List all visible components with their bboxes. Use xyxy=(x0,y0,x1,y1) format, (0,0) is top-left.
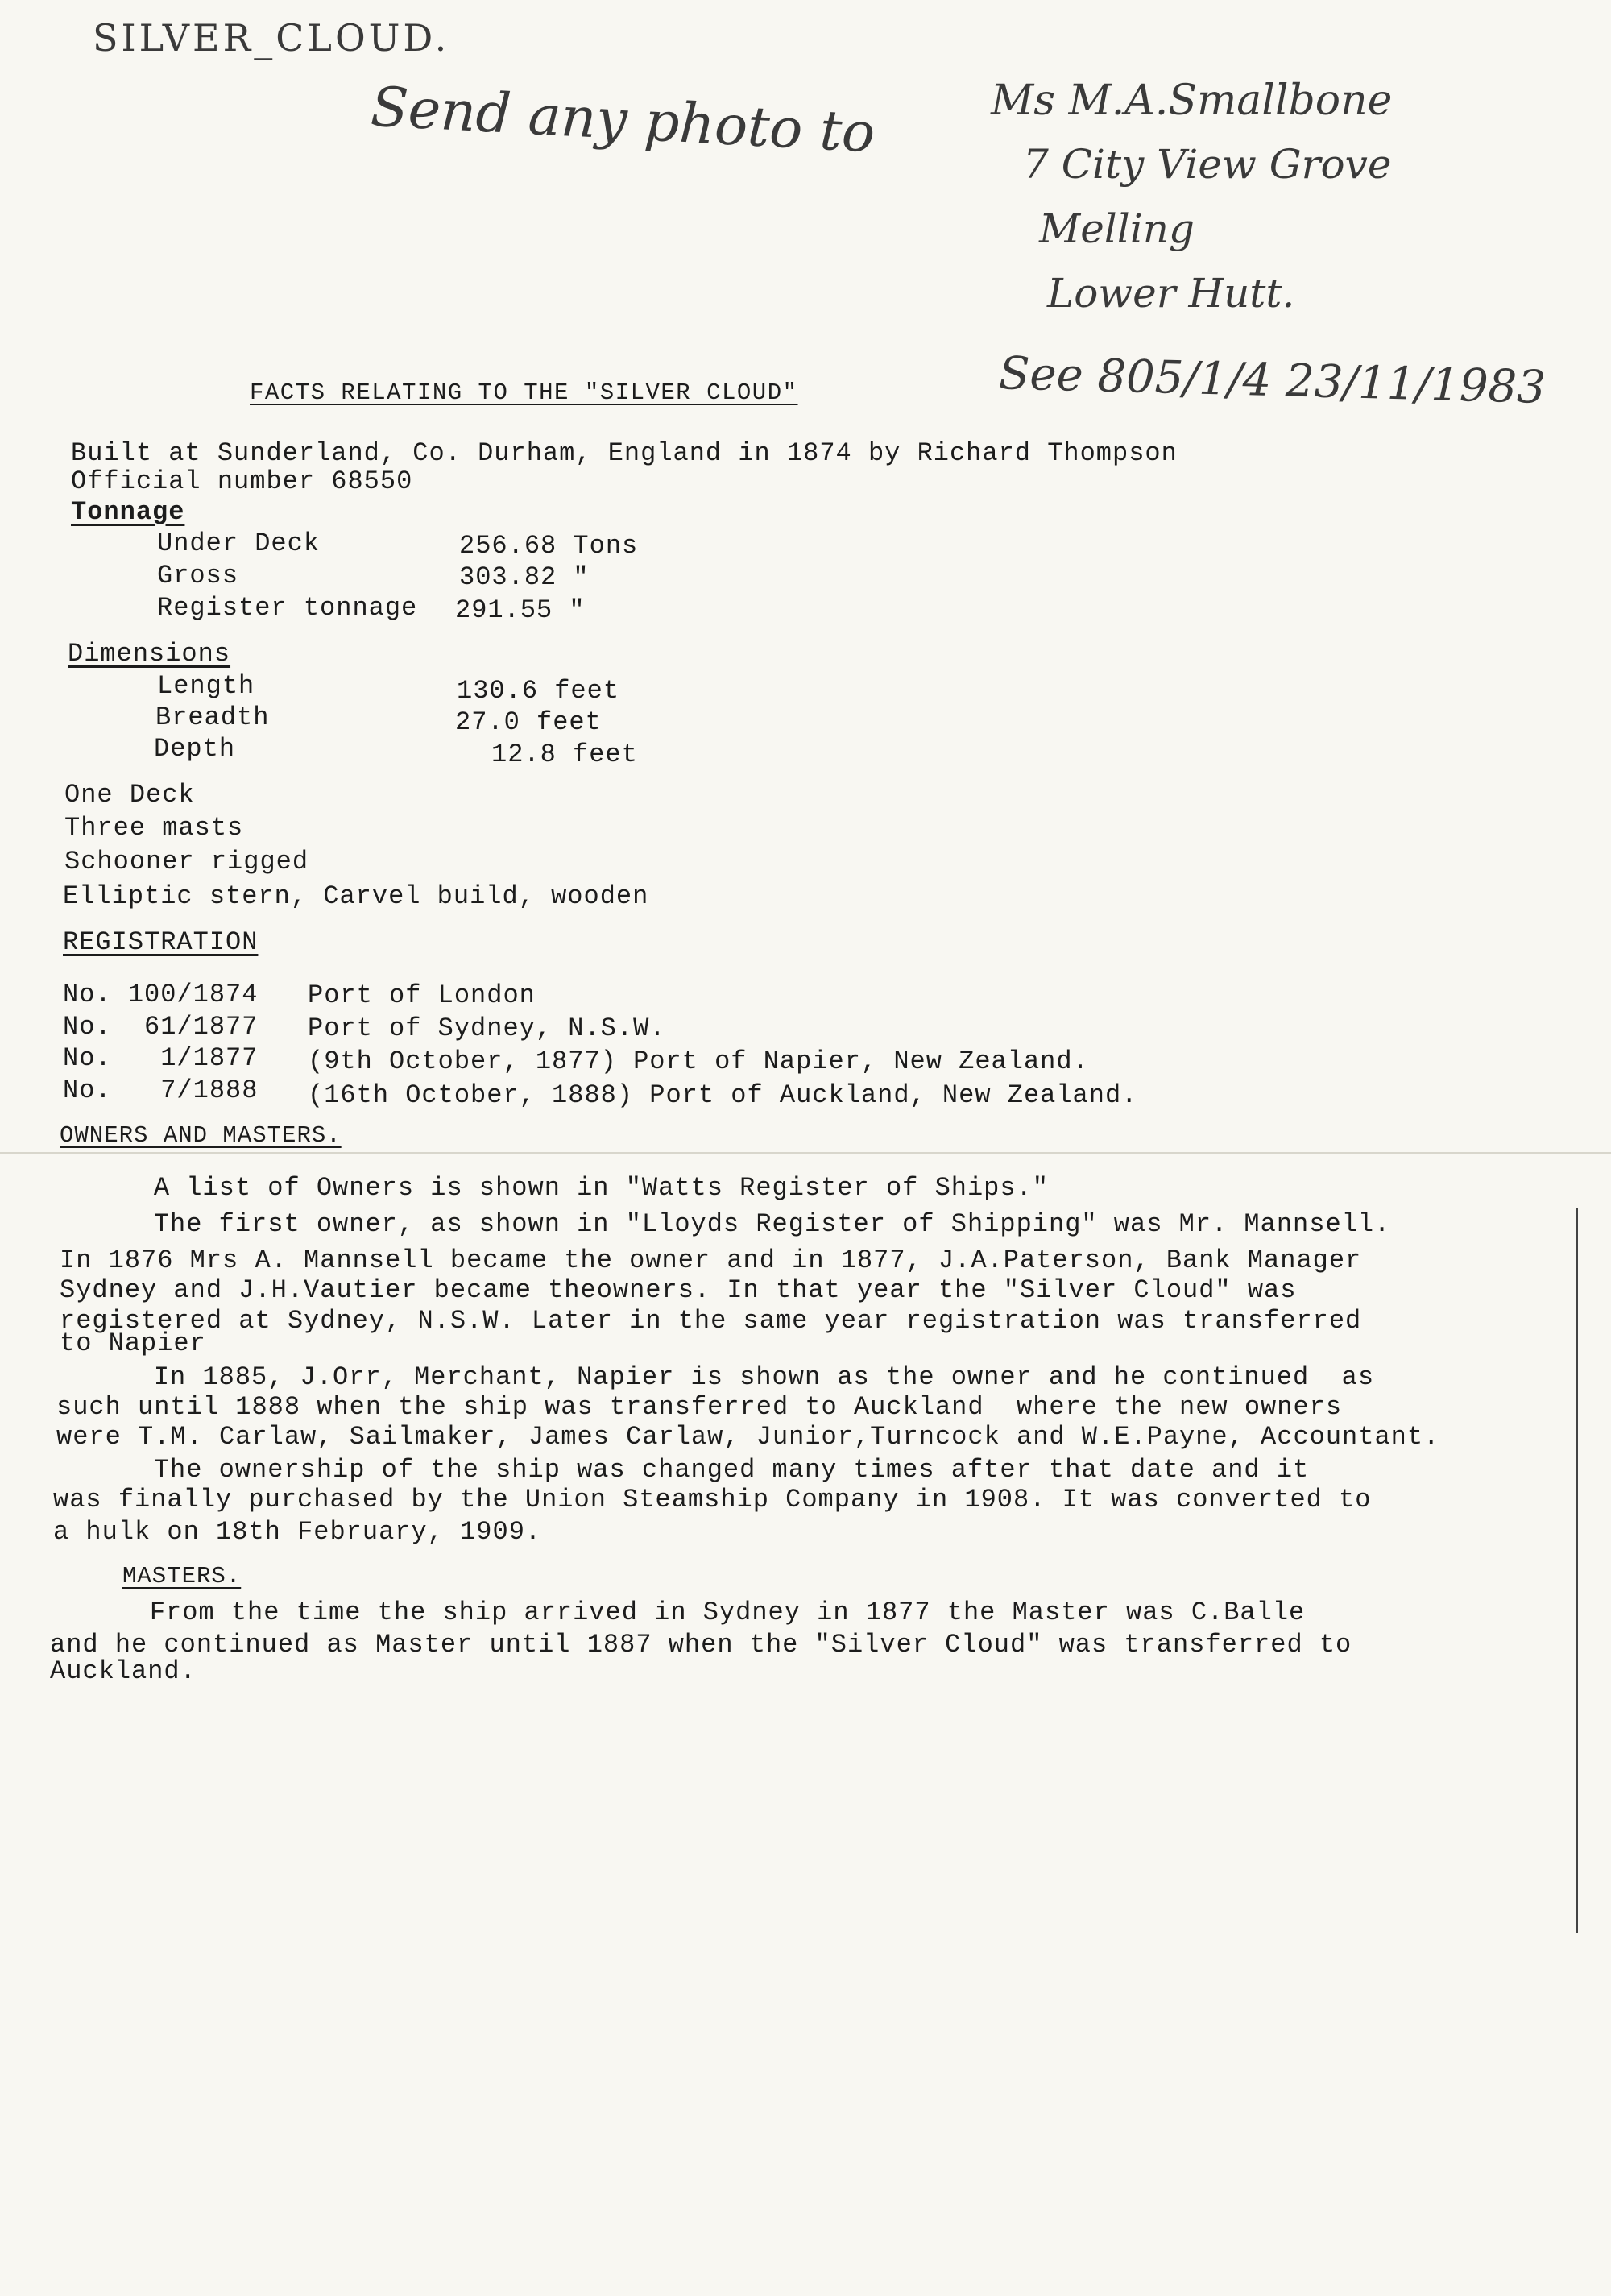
dimension-label: Breadth xyxy=(155,702,270,732)
registration-detail: Port of Sydney, N.S.W. xyxy=(308,1013,666,1043)
owners-line: registered at Sydney, N.S.W. Later in the same year registration was transferred xyxy=(60,1306,1362,1336)
dimension-value: 12.8 feet xyxy=(491,740,638,769)
tonnage-label: Under Deck xyxy=(157,528,321,558)
masters-line: From the time the ship arrived in Sydney in 1877 the Master was C.Balle xyxy=(85,1598,1306,1627)
owners-line: In 1876 Mrs A. Mannsell became the owner and in 1877, J.A.Paterson, Bank Manager xyxy=(60,1245,1362,1275)
handwritten-address-line-3: Melling xyxy=(1039,205,1195,252)
registration-number: No. 100/1874 xyxy=(63,980,259,1009)
owners-line: The first owner, as shown in "Lloyds Register of Shipping" was Mr. Mannsell. xyxy=(89,1209,1391,1239)
owners-line: The ownership of the ship was changed many times after that date and it xyxy=(89,1455,1310,1485)
tonnage-label: Gross xyxy=(157,561,239,591)
feature-line: Schooner rigged xyxy=(64,847,309,877)
tonnage-value: 291.55 " xyxy=(455,595,586,625)
margin-pen-line xyxy=(1576,1208,1578,1933)
handwritten-address-line-1: Ms M.A.Smallbone xyxy=(991,77,1393,125)
dimension-label: Length xyxy=(157,671,255,701)
tonnage-value: 256.68 Tons xyxy=(459,531,639,561)
owners-line: to Napier xyxy=(60,1328,206,1358)
handwritten-heading: SILVER_CLOUD. xyxy=(93,16,450,60)
masters-heading: MASTERS. xyxy=(122,1563,242,1589)
registration-heading: REGISTRATION xyxy=(63,927,259,957)
dimension-value: 27.0 feet xyxy=(455,707,602,737)
owners-line: A list of Owners is shown in "Watts Register of Ships." xyxy=(89,1173,1049,1203)
owners-line: were T.M. Carlaw, Sailmaker, James Carlaw, Junior,Turncock and W.E.Payne, Accountant. xyxy=(56,1422,1440,1452)
dimension-label: Depth xyxy=(154,734,236,764)
registration-detail: Port of London xyxy=(308,980,536,1010)
tonnage-label: Register tonnage xyxy=(157,593,418,623)
owners-line: was finally purchased by the Union Steamship Company in 1908. It was converted to xyxy=(53,1485,1372,1515)
dimensions-heading: Dimensions xyxy=(68,639,231,669)
feature-line: Three masts xyxy=(64,813,244,843)
tonnage-heading: Tonnage xyxy=(71,497,185,527)
registration-number: No. 61/1877 xyxy=(63,1012,259,1042)
dimension-value: 130.6 feet xyxy=(457,676,620,706)
handwritten-address-line-4: Lower Hutt. xyxy=(1047,270,1295,317)
feature-line: Elliptic stern, Carvel build, wooden xyxy=(63,881,649,911)
built-line: Built at Sunderland, Co. Durham, England in 1874 by Richard Thompson xyxy=(71,438,1178,468)
paper-fold-line xyxy=(0,1152,1611,1154)
feature-line: One Deck xyxy=(64,780,195,810)
registration-detail: (9th October, 1877) Port of Napier, New Zealand. xyxy=(308,1046,1089,1076)
owners-line: a hulk on 18th February, 1909. xyxy=(53,1517,542,1547)
owners-line: Sydney and J.H.Vautier became theowners. In that year the "Silver Cloud" was xyxy=(60,1275,1297,1305)
registration-number: No. 1/1877 xyxy=(63,1043,259,1073)
official-number: Official number 68550 xyxy=(71,466,413,496)
owners-line: such until 1888 when the ship was transferred to Auckland where the new owners xyxy=(56,1392,1343,1422)
document-title: FACTS RELATING TO THE "SILVER CLOUD" xyxy=(250,379,798,406)
registration-detail: (16th October, 1888) Port of Auckland, New Zealand. xyxy=(308,1080,1138,1110)
masters-line: and he continued as Master until 1887 when the "Silver Cloud" was transferred to xyxy=(50,1630,1352,1660)
handwritten-send-note: Send any photo to xyxy=(369,75,877,166)
owners-heading: OWNERS AND MASTERS. xyxy=(60,1122,342,1149)
owners-line: In 1885, J.Orr, Merchant, Napier is shown as the owner and he continued as xyxy=(89,1362,1375,1392)
handwritten-address-line-2: 7 City View Grove xyxy=(1023,141,1392,188)
masters-line: Auckland. xyxy=(50,1656,197,1686)
tonnage-value: 303.82 " xyxy=(459,562,590,592)
handwritten-reference: See 805/1/4 23/11/1983 xyxy=(998,347,1547,414)
registration-number: No. 7/1888 xyxy=(63,1075,259,1105)
